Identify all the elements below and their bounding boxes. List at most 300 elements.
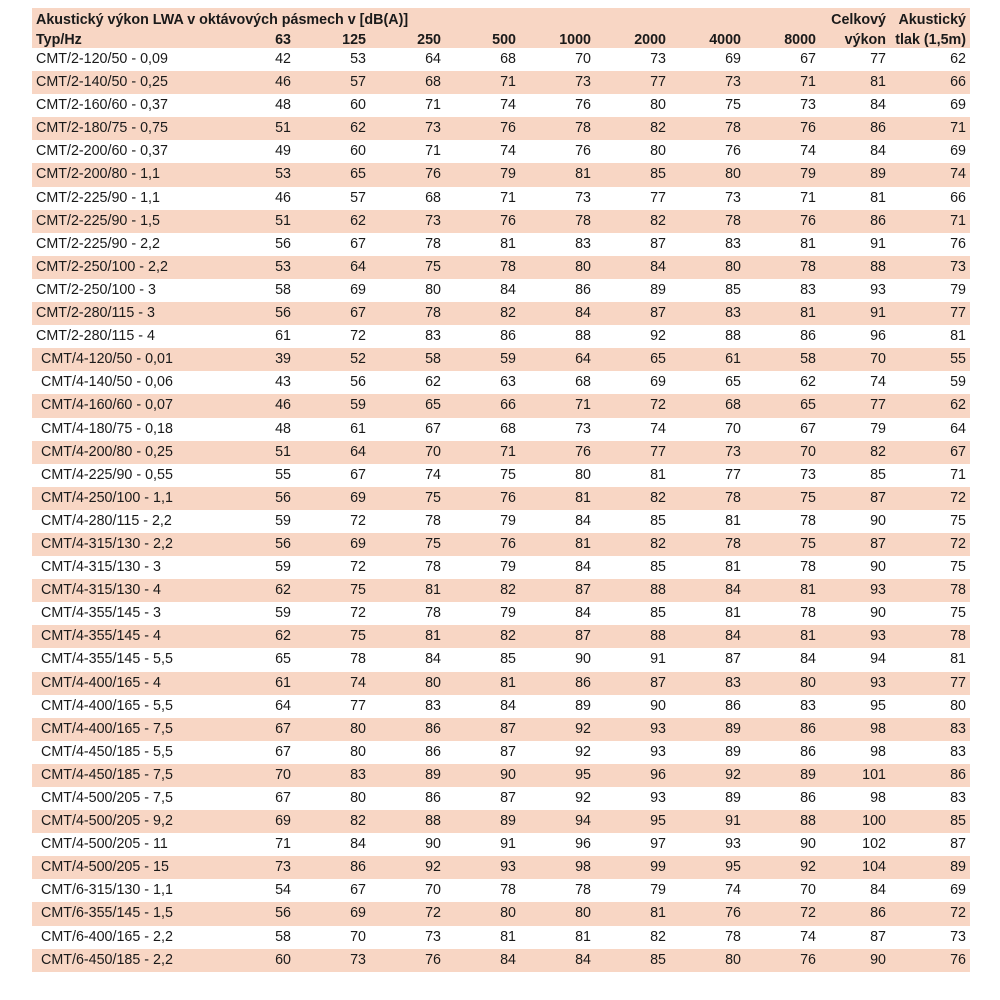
value-cell: 80 (295, 718, 370, 741)
sound-pressure-cell: 83 (950, 790, 966, 806)
value-cell: 79 (650, 882, 666, 899)
value-cell: 62 (295, 117, 370, 140)
value-cell: 73 (295, 949, 370, 972)
total-power-cell: 84 (870, 97, 886, 114)
total-power-cell: 102 (862, 836, 886, 853)
type-cell: CMT/2-160/60 - 0,37 (36, 97, 168, 114)
value-cell: 93 (725, 836, 741, 853)
value-cell: 73 (220, 856, 295, 879)
value-cell: 86 (520, 672, 595, 695)
table-row (32, 210, 970, 233)
value-cell: 81 (800, 235, 816, 252)
value-cell: 76 (520, 441, 595, 464)
value-cell: 75 (370, 533, 445, 556)
value-cell: 89 (670, 718, 745, 741)
value-cell: 80 (350, 790, 366, 806)
value-cell: 94 (520, 810, 595, 833)
table-row (32, 71, 970, 94)
value-cell: 84 (500, 281, 516, 298)
value-cell: 73 (520, 71, 595, 94)
value-cell: 81 (520, 163, 595, 186)
value-cell: 68 (670, 394, 745, 417)
value-cell: 87 (500, 790, 516, 806)
sound-pressure-cell: 69 (950, 97, 966, 114)
type-cell: CMT/2-225/90 - 1,5 (32, 210, 220, 233)
total-power-cell: 87 (870, 928, 886, 945)
value-cell: 78 (370, 302, 445, 325)
value-cell: 51 (220, 210, 295, 233)
value-cell: 81 (445, 672, 520, 695)
value-cell: 90 (575, 651, 591, 668)
value-cell: 59 (275, 559, 291, 576)
total-power-cell: 89 (820, 163, 890, 186)
value-cell: 86 (745, 718, 820, 741)
value-cell: 84 (445, 949, 520, 972)
value-cell: 67 (220, 718, 295, 741)
value-cell: 48 (275, 97, 291, 114)
sound-pressure-cell: 67 (890, 441, 970, 464)
value-cell: 89 (445, 810, 520, 833)
type-cell: CMT/4-500/205 - 15 (32, 856, 220, 879)
value-cell: 89 (725, 790, 741, 806)
value-cell: 83 (425, 328, 441, 345)
sound-pressure-cell: 69 (950, 882, 966, 899)
value-cell: 84 (500, 697, 516, 714)
value-cell: 78 (425, 235, 441, 252)
value-cell: 86 (425, 790, 441, 806)
value-cell: 71 (800, 189, 816, 206)
value-cell: 61 (670, 348, 745, 371)
value-cell: 72 (350, 512, 366, 529)
value-cell: 68 (500, 420, 516, 437)
value-cell: 81 (520, 487, 595, 510)
total-power-cell: 86 (820, 117, 890, 140)
value-cell: 73 (800, 97, 816, 114)
total-power-cell: 98 (870, 743, 886, 760)
value-cell: 68 (370, 71, 445, 94)
type-cell: CMT/2-200/80 - 1,1 (32, 163, 220, 186)
table-row (32, 279, 970, 302)
type-cell: CMT/2-225/90 - 2,2 (36, 235, 160, 252)
value-cell: 78 (425, 605, 441, 622)
value-cell: 92 (575, 743, 591, 760)
value-cell: 62 (295, 210, 370, 233)
value-cell: 81 (370, 625, 445, 648)
total-power-cell: 90 (820, 949, 890, 972)
frequency-header-63: 63 (220, 28, 295, 48)
total-power-cell: 87 (820, 487, 890, 510)
table-row (32, 325, 970, 348)
value-cell: 86 (800, 328, 816, 345)
value-cell: 76 (745, 210, 820, 233)
value-cell: 76 (725, 143, 741, 160)
value-cell: 58 (370, 348, 445, 371)
value-cell: 65 (725, 374, 741, 391)
type-cell: CMT/2-140/50 - 0,25 (32, 71, 220, 94)
value-cell: 53 (220, 163, 295, 186)
sound-pressure-cell: 89 (890, 856, 970, 879)
value-cell: 85 (650, 605, 666, 622)
total-power-cell: 70 (820, 348, 890, 371)
value-cell: 76 (370, 163, 445, 186)
value-cell: 71 (445, 71, 520, 94)
value-cell: 46 (220, 394, 295, 417)
total-power-cell: 77 (870, 51, 886, 67)
total-power-cell: 98 (820, 718, 890, 741)
table-row (32, 810, 970, 833)
sound-pressure-cell: 73 (950, 928, 966, 945)
total-power-cell: 93 (870, 281, 886, 298)
total-power-cell: 88 (820, 256, 890, 279)
value-cell: 76 (445, 533, 520, 556)
type-cell: CMT/2-250/100 - 3 (36, 281, 156, 298)
value-cell: 62 (220, 625, 295, 648)
table-row (32, 441, 970, 464)
total-power-cell: 91 (870, 235, 886, 252)
value-cell: 81 (725, 605, 741, 622)
value-cell: 90 (650, 697, 666, 714)
frequency-header-2000: 2000 (595, 28, 670, 48)
frequency-header-125: 125 (295, 28, 370, 48)
value-cell: 64 (295, 441, 370, 464)
value-cell: 66 (445, 394, 520, 417)
total-power-cell: 104 (820, 856, 890, 879)
table-row (32, 487, 970, 510)
sound-pressure-cell: 71 (890, 210, 970, 233)
table-row (32, 302, 970, 325)
value-cell: 67 (425, 420, 441, 437)
value-cell: 67 (800, 420, 816, 437)
total-power-cell: 77 (820, 394, 890, 417)
value-cell: 62 (425, 374, 441, 391)
table-row (32, 625, 970, 648)
sound-pressure-cell: 59 (950, 374, 966, 391)
value-cell: 80 (670, 163, 745, 186)
value-cell: 76 (575, 143, 591, 160)
value-cell: 70 (575, 51, 591, 67)
value-cell: 80 (350, 743, 366, 760)
table-row (32, 856, 970, 879)
value-cell: 53 (220, 256, 295, 279)
value-cell: 76 (745, 949, 820, 972)
value-cell: 74 (500, 143, 516, 160)
value-cell: 85 (650, 559, 666, 576)
value-cell: 78 (670, 487, 745, 510)
value-cell: 54 (275, 882, 291, 899)
value-cell: 95 (670, 856, 745, 879)
value-cell: 83 (800, 281, 816, 298)
value-cell: 86 (370, 718, 445, 741)
value-cell: 56 (220, 487, 295, 510)
value-cell: 78 (670, 117, 745, 140)
type-cell: CMT/4-400/165 - 7,5 (32, 718, 220, 741)
value-cell: 71 (745, 71, 820, 94)
value-cell: 90 (445, 764, 520, 787)
total-power-cell: 74 (870, 374, 886, 391)
table-row (32, 926, 970, 949)
value-cell: 69 (295, 487, 370, 510)
table-row (32, 764, 970, 787)
value-cell: 79 (745, 163, 820, 186)
value-cell: 88 (595, 579, 670, 602)
type-cell: CMT/4-160/60 - 0,07 (32, 394, 220, 417)
value-cell: 71 (275, 836, 291, 853)
type-cell: CMT/4-315/130 - 2,2 (32, 533, 220, 556)
type-cell: CMT/4-225/90 - 0,55 (41, 466, 173, 483)
value-cell: 67 (350, 882, 366, 899)
value-cell: 75 (725, 97, 741, 114)
table-row (32, 394, 970, 417)
total-power-cell: 84 (870, 882, 886, 899)
value-cell: 81 (745, 302, 820, 325)
table-row (32, 140, 970, 163)
value-cell: 74 (500, 97, 516, 114)
value-cell: 39 (220, 348, 295, 371)
value-cell: 79 (500, 512, 516, 529)
value-cell: 59 (295, 394, 370, 417)
value-cell: 76 (745, 117, 820, 140)
sound-pressure-cell: 76 (890, 949, 970, 972)
value-cell: 70 (370, 441, 445, 464)
value-cell: 78 (520, 117, 595, 140)
value-cell: 84 (800, 651, 816, 668)
table-row (32, 510, 970, 533)
value-cell: 76 (445, 487, 520, 510)
type-cell: CMT/4-500/205 - 7,5 (41, 790, 173, 806)
sound-pressure-cell: 62 (950, 51, 966, 67)
table-row (32, 672, 970, 695)
value-cell: 83 (725, 235, 741, 252)
value-cell: 74 (425, 466, 441, 483)
value-cell: 87 (650, 235, 666, 252)
value-cell: 77 (595, 71, 670, 94)
value-cell: 87 (500, 743, 516, 760)
value-cell: 86 (575, 281, 591, 298)
sound-pressure-cell: 71 (950, 466, 966, 483)
value-cell: 60 (350, 143, 366, 160)
table-row (32, 602, 970, 625)
value-cell: 64 (275, 697, 291, 714)
value-cell: 76 (445, 210, 520, 233)
total-power-cell: 95 (870, 697, 886, 714)
value-cell: 79 (500, 559, 516, 576)
value-cell: 76 (370, 949, 445, 972)
value-cell: 91 (500, 836, 516, 853)
value-cell: 58 (275, 928, 291, 945)
value-cell: 72 (745, 902, 820, 925)
type-cell: CMT/4-315/130 - 3 (41, 559, 161, 576)
value-cell: 80 (575, 466, 591, 483)
type-cell: CMT/6-315/130 - 1,1 (41, 882, 173, 899)
value-cell: 80 (445, 902, 520, 925)
value-cell: 88 (745, 810, 820, 833)
value-cell: 51 (220, 117, 295, 140)
value-cell: 62 (800, 374, 816, 391)
type-cell: CMT/2-225/90 - 1,1 (36, 189, 160, 206)
value-cell: 83 (295, 764, 370, 787)
type-cell: CMT/2-200/60 - 0,37 (36, 143, 168, 160)
value-cell: 87 (595, 672, 670, 695)
table-row (32, 949, 970, 972)
value-cell: 82 (595, 117, 670, 140)
value-cell: 59 (275, 605, 291, 622)
value-cell: 60 (350, 97, 366, 114)
value-cell: 84 (350, 836, 366, 853)
type-cell: CMT/4-500/205 - 11 (41, 836, 168, 853)
total-power-cell: 90 (870, 512, 886, 529)
value-cell: 82 (295, 810, 370, 833)
value-cell: 81 (745, 625, 820, 648)
value-cell: 80 (670, 949, 745, 972)
value-cell: 65 (370, 394, 445, 417)
value-cell: 78 (425, 559, 441, 576)
value-cell: 82 (595, 210, 670, 233)
table-row (32, 371, 970, 394)
value-cell: 56 (220, 533, 295, 556)
value-cell: 78 (800, 605, 816, 622)
value-cell: 98 (520, 856, 595, 879)
value-cell: 67 (295, 302, 370, 325)
value-cell: 81 (500, 928, 516, 945)
total-power-cell: 93 (820, 625, 890, 648)
value-cell: 77 (350, 697, 366, 714)
value-cell: 71 (425, 97, 441, 114)
value-cell: 80 (425, 281, 441, 298)
value-cell: 95 (595, 810, 670, 833)
value-cell: 78 (800, 559, 816, 576)
value-cell: 81 (725, 559, 741, 576)
value-cell: 71 (520, 394, 595, 417)
value-cell: 76 (445, 117, 520, 140)
value-cell: 69 (725, 51, 741, 67)
total-power-cell: 81 (870, 189, 886, 206)
value-cell: 81 (500, 235, 516, 252)
value-cell: 82 (445, 625, 520, 648)
value-cell: 74 (295, 672, 370, 695)
total-power-cell: 85 (870, 466, 886, 483)
value-cell: 78 (520, 210, 595, 233)
value-cell: 70 (745, 441, 820, 464)
value-cell: 56 (220, 902, 295, 925)
type-cell: CMT/4-200/80 - 0,25 (32, 441, 220, 464)
sound-pressure-cell: 76 (950, 235, 966, 252)
value-cell: 58 (275, 281, 291, 298)
frequency-header-row (32, 28, 970, 48)
sound-pressure-cell: 78 (890, 579, 970, 602)
value-cell: 56 (275, 235, 291, 252)
type-cell: CMT/4-400/165 - 5,5 (41, 697, 173, 714)
value-cell: 91 (650, 651, 666, 668)
value-cell: 87 (595, 302, 670, 325)
value-cell: 71 (445, 441, 520, 464)
value-cell: 84 (425, 651, 441, 668)
value-cell: 86 (295, 856, 370, 879)
value-cell: 69 (650, 374, 666, 391)
value-cell: 70 (350, 928, 366, 945)
value-cell: 70 (800, 882, 816, 899)
value-cell: 84 (575, 559, 591, 576)
value-cell: 52 (295, 348, 370, 371)
value-cell: 88 (370, 810, 445, 833)
value-cell: 81 (745, 579, 820, 602)
total-power-cell: 81 (820, 71, 890, 94)
value-cell: 87 (445, 718, 520, 741)
table-row (32, 348, 970, 371)
value-cell: 92 (745, 856, 820, 879)
sound-pressure-header-line1: Akustický (890, 8, 970, 28)
value-cell: 90 (800, 836, 816, 853)
value-cell: 84 (520, 302, 595, 325)
table-row (32, 648, 970, 671)
value-cell: 64 (520, 348, 595, 371)
value-cell: 95 (520, 764, 595, 787)
value-cell: 73 (800, 466, 816, 483)
value-cell: 88 (575, 328, 591, 345)
value-cell: 75 (370, 487, 445, 510)
value-cell: 75 (745, 533, 820, 556)
type-cell: CMT/2-180/75 - 0,75 (32, 117, 220, 140)
value-cell: 75 (370, 256, 445, 279)
value-cell: 80 (520, 256, 595, 279)
value-cell: 87 (520, 625, 595, 648)
total-power-cell: 101 (820, 764, 890, 787)
value-cell: 81 (725, 512, 741, 529)
sound-pressure-cell: 75 (950, 512, 966, 529)
value-cell: 88 (595, 625, 670, 648)
sound-pressure-cell: 69 (950, 143, 966, 160)
value-cell: 68 (500, 51, 516, 67)
value-cell: 78 (800, 512, 816, 529)
value-cell: 93 (445, 856, 520, 879)
value-cell: 83 (670, 672, 745, 695)
frequency-header-500: 500 (445, 28, 520, 48)
value-cell: 89 (370, 764, 445, 787)
sound-pressure-cell: 75 (950, 559, 966, 576)
value-cell: 56 (350, 374, 366, 391)
value-cell: 97 (650, 836, 666, 853)
value-cell: 67 (800, 51, 816, 67)
total-power-cell: 87 (820, 533, 890, 556)
value-cell: 81 (575, 928, 591, 945)
table-title-row (32, 8, 970, 28)
value-cell: 73 (725, 189, 741, 206)
value-cell: 84 (595, 256, 670, 279)
type-cell: CMT/4-315/130 - 4 (32, 579, 220, 602)
frequency-header-1000: 1000 (520, 28, 595, 48)
value-cell: 92 (575, 790, 591, 806)
value-cell: 68 (575, 374, 591, 391)
value-cell: 55 (275, 466, 291, 483)
type-cell: CMT/2-280/115 - 4 (36, 328, 155, 345)
sound-pressure-cell: 79 (950, 281, 966, 298)
value-cell: 92 (670, 764, 745, 787)
value-cell: 78 (350, 651, 366, 668)
value-cell: 73 (575, 189, 591, 206)
total-power-cell: 90 (870, 605, 886, 622)
value-cell: 48 (275, 420, 291, 437)
value-cell: 84 (575, 605, 591, 622)
value-cell: 79 (445, 163, 520, 186)
type-cell: CMT/4-500/205 - 9,2 (32, 810, 220, 833)
value-cell: 78 (575, 882, 591, 899)
value-cell: 78 (745, 256, 820, 279)
value-cell: 84 (575, 512, 591, 529)
value-cell: 67 (275, 743, 291, 760)
value-cell: 49 (275, 143, 291, 160)
value-cell: 42 (275, 51, 291, 67)
table-row (32, 833, 970, 856)
value-cell: 60 (220, 949, 295, 972)
